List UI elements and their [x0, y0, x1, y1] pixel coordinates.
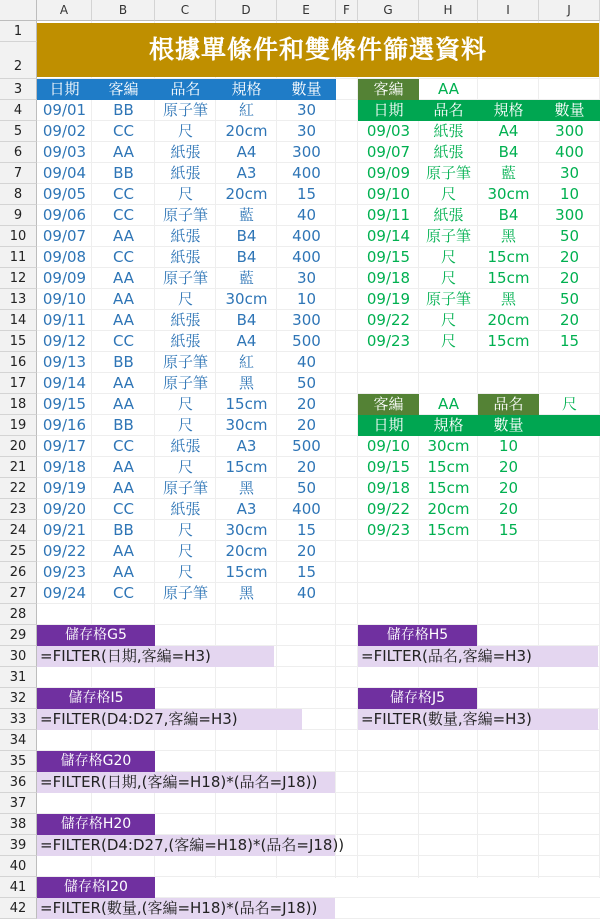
main-table-cell[interactable]: CC: [113, 122, 134, 140]
main-table-cell[interactable]: 15: [296, 563, 317, 581]
row-header-26[interactable]: 26: [0, 562, 37, 583]
row-header-15[interactable]: 15: [0, 331, 37, 352]
filter2-result-cell[interactable]: 30cm: [427, 437, 470, 455]
main-table-cell[interactable]: 400: [292, 248, 321, 266]
row-header-4[interactable]: 4: [0, 100, 37, 121]
filter2-criteria1-value[interactable]: AA: [438, 395, 459, 413]
row-header-23[interactable]: 23: [0, 499, 37, 520]
main-table-cell[interactable]: BB: [113, 353, 134, 371]
main-table-cell[interactable]: BB: [113, 164, 134, 182]
filter1-result-cell[interactable]: 尺: [440, 332, 456, 350]
main-table-cell[interactable]: 15: [296, 521, 317, 539]
main-table-cell[interactable]: 09/11: [42, 311, 87, 329]
main-table-cell[interactable]: A4: [236, 332, 257, 350]
filter1-result-cell[interactable]: 09/07: [366, 143, 411, 161]
filter2-criteria1-label[interactable]: 客編: [358, 394, 419, 415]
filter1-result-cell[interactable]: 09/03: [366, 122, 411, 140]
filter1-header[interactable]: 規格: [478, 100, 539, 121]
main-table-cell[interactable]: AA: [113, 542, 134, 560]
filter1-result-cell[interactable]: 原子筆: [425, 290, 471, 308]
main-table-cell[interactable]: 原子筆: [162, 374, 208, 392]
row-header-3[interactable]: 3: [0, 79, 37, 100]
main-table-cell[interactable]: AA: [113, 395, 134, 413]
filter1-result-cell[interactable]: 尺: [440, 311, 456, 329]
row-header-31[interactable]: 31: [0, 667, 37, 688]
main-table-cell[interactable]: 09/03: [42, 143, 87, 161]
formula-text-g20[interactable]: =FILTER(日期,(客編=H18)*(品名=J18)): [37, 772, 335, 793]
row-header-1[interactable]: 1: [0, 21, 37, 42]
filter2-header[interactable]: 日期: [358, 415, 419, 436]
column-header-j[interactable]: J: [539, 0, 600, 21]
row-header-33[interactable]: 33: [0, 709, 37, 730]
main-table-cell[interactable]: 20cm: [225, 122, 268, 140]
main-table-cell[interactable]: 09/17: [42, 437, 87, 455]
column-header-g[interactable]: G: [358, 0, 419, 21]
sheet-title-banner: 根據單條件和雙條件篩選資料: [37, 23, 599, 77]
main-table-cell[interactable]: 09/06: [42, 206, 87, 224]
filter1-header[interactable]: 數量: [539, 100, 600, 121]
main-table-cell[interactable]: 尺: [177, 290, 193, 308]
filter1-result-cell[interactable]: 09/10: [366, 185, 411, 203]
filter1-result-cell[interactable]: 15: [559, 332, 580, 350]
filter1-result-cell[interactable]: 15cm: [487, 248, 530, 266]
main-table-cell[interactable]: 原子筆: [162, 479, 208, 497]
filter1-result-cell[interactable]: 09/23: [366, 332, 411, 350]
row-header-21[interactable]: 21: [0, 457, 37, 478]
main-table-cell[interactable]: 20cm: [225, 185, 268, 203]
formula-cell-label-i20: 儲存格I20: [37, 877, 155, 898]
main-table-cell[interactable]: 尺: [177, 563, 193, 581]
main-table-cell[interactable]: 20: [296, 542, 317, 560]
main-table-cell[interactable]: 30: [296, 269, 317, 287]
main-table-cell[interactable]: 紙張: [170, 143, 201, 161]
main-table-cell[interactable]: 藍: [238, 269, 254, 287]
row-header-39[interactable]: 39: [0, 835, 37, 856]
formula-text-j5[interactable]: =FILTER(數量,客編=H3): [358, 709, 598, 730]
filter1-result-cell[interactable]: 紙張: [433, 122, 464, 140]
main-table-cell[interactable]: 30cm: [225, 416, 268, 434]
row-header-8[interactable]: 8: [0, 184, 37, 205]
row-header-38[interactable]: 38: [0, 814, 37, 835]
filter1-result-cell[interactable]: 20: [559, 311, 580, 329]
filter1-result-cell[interactable]: B4: [498, 143, 519, 161]
main-table-cell[interactable]: 500: [292, 332, 321, 350]
main-table-cell[interactable]: 09/01: [42, 101, 87, 119]
filter1-result-cell[interactable]: B4: [498, 206, 519, 224]
main-table-header[interactable]: 規格: [216, 79, 277, 100]
main-table-cell[interactable]: 09/04: [42, 164, 87, 182]
main-table-cell[interactable]: 09/20: [42, 500, 87, 518]
filter1-result-cell[interactable]: 09/18: [366, 269, 411, 287]
main-table-cell[interactable]: 09/21: [42, 521, 87, 539]
formula-cell-label-i5: 儲存格I5: [37, 688, 155, 709]
filter2-criteria2-label[interactable]: 品名: [478, 394, 539, 415]
column-header-h[interactable]: H: [419, 0, 478, 21]
row-header-22[interactable]: 22: [0, 478, 37, 499]
filter1-result-cell[interactable]: 20: [559, 269, 580, 287]
main-table-cell[interactable]: 09/02: [42, 122, 87, 140]
main-table-cell[interactable]: 原子筆: [162, 269, 208, 287]
main-table-cell[interactable]: 09/15: [42, 395, 87, 413]
main-table-cell[interactable]: 50: [296, 479, 317, 497]
filter1-result-cell[interactable]: 400: [555, 143, 584, 161]
main-table-cell[interactable]: 20: [296, 395, 317, 413]
main-table-cell[interactable]: 尺: [177, 395, 193, 413]
main-table-cell[interactable]: CC: [113, 185, 134, 203]
filter2-result-cell[interactable]: 15cm: [427, 458, 470, 476]
main-table-cell[interactable]: 黑: [238, 374, 254, 392]
formula-text-h5[interactable]: =FILTER(品名,客編=H3): [358, 646, 598, 667]
filter1-result-cell[interactable]: 09/22: [366, 311, 411, 329]
row-header-35[interactable]: 35: [0, 751, 37, 772]
main-table-cell[interactable]: 09/08: [42, 248, 87, 266]
filter1-result-cell[interactable]: 尺: [440, 269, 456, 287]
main-table-cell[interactable]: 紙張: [170, 311, 201, 329]
main-table-cell[interactable]: AA: [113, 311, 134, 329]
main-table-cell[interactable]: 15cm: [225, 458, 268, 476]
formula-cell-label-g5: 儲存格G5: [37, 625, 155, 646]
main-table-cell[interactable]: 30cm: [225, 290, 268, 308]
formula-cell-label-g20: 儲存格G20: [37, 751, 155, 772]
filter1-result-cell[interactable]: 15cm: [487, 269, 530, 287]
formula-cell-label-h20: 儲存格H20: [37, 814, 155, 835]
filter1-result-cell[interactable]: 原子筆: [425, 227, 471, 245]
main-table-cell[interactable]: AA: [113, 269, 134, 287]
main-table-cell[interactable]: CC: [113, 332, 134, 350]
row-header-11[interactable]: 11: [0, 247, 37, 268]
main-table-cell[interactable]: AA: [113, 290, 134, 308]
filter1-result-cell[interactable]: 09/19: [366, 290, 411, 308]
filter1-result-cell[interactable]: 300: [555, 206, 584, 224]
main-table-cell[interactable]: B4: [236, 248, 257, 266]
main-table-cell[interactable]: 紅: [238, 353, 254, 371]
row-header-7[interactable]: 7: [0, 163, 37, 184]
filter2-result-cell[interactable]: 20: [498, 479, 519, 497]
row-header-41[interactable]: 41: [0, 877, 37, 898]
main-table-cell[interactable]: 尺: [177, 185, 193, 203]
main-table-cell[interactable]: 尺: [177, 458, 193, 476]
select-all-corner[interactable]: [0, 0, 37, 21]
row-header-28[interactable]: 28: [0, 604, 37, 625]
main-table-cell[interactable]: AA: [113, 227, 134, 245]
main-table-cell[interactable]: A4: [236, 143, 257, 161]
main-table-cell[interactable]: 紙張: [170, 437, 201, 455]
filter2-result-cell[interactable]: 20: [498, 458, 519, 476]
filter1-header[interactable]: 品名: [419, 100, 478, 121]
column-header-a[interactable]: A: [37, 0, 92, 21]
main-table-cell[interactable]: 紙張: [170, 332, 201, 350]
main-table-cell[interactable]: 40: [296, 353, 317, 371]
main-table-cell[interactable]: BB: [113, 416, 134, 434]
filter2-criteria2-value[interactable]: 尺: [561, 395, 577, 413]
main-table-cell[interactable]: 09/24: [42, 584, 87, 602]
main-table-cell[interactable]: 20: [296, 458, 317, 476]
filter1-result-cell[interactable]: 原子筆: [425, 164, 471, 182]
row-header-17[interactable]: 17: [0, 373, 37, 394]
row-header-10[interactable]: 10: [0, 226, 37, 247]
main-table-cell[interactable]: 50: [296, 374, 317, 392]
main-table-cell[interactable]: A3: [236, 437, 257, 455]
main-table-header[interactable]: 數量: [277, 79, 336, 100]
main-table-cell[interactable]: CC: [113, 206, 134, 224]
formula-cell-label-j5: 儲存格J5: [358, 688, 477, 709]
main-table-header[interactable]: 客編: [92, 79, 155, 100]
main-table-cell[interactable]: 尺: [177, 521, 193, 539]
row-header-25[interactable]: 25: [0, 541, 37, 562]
row-header-16[interactable]: 16: [0, 352, 37, 373]
filter1-result-cell[interactable]: 紙張: [433, 143, 464, 161]
filter2-result-cell[interactable]: 09/22: [366, 500, 411, 518]
main-table-cell[interactable]: 原子筆: [162, 101, 208, 119]
formula-text-h20[interactable]: =FILTER(D4:D27,(客編=H18)*(品名=J18)): [37, 835, 335, 856]
main-table-cell[interactable]: 300: [292, 311, 321, 329]
main-table-cell[interactable]: 09/09: [42, 269, 87, 287]
main-table-cell[interactable]: AA: [113, 479, 134, 497]
filter1-result-cell[interactable]: 黑: [500, 290, 516, 308]
main-table-cell[interactable]: AA: [113, 563, 134, 581]
column-header-c[interactable]: C: [155, 0, 216, 21]
filter2-result-cell[interactable]: 10: [498, 437, 519, 455]
formula-text-i20[interactable]: =FILTER(數量,(客編=H18)*(品名=J18)): [37, 898, 335, 919]
main-table-cell[interactable]: 500: [292, 437, 321, 455]
filter1-result-cell[interactable]: 09/09: [366, 164, 411, 182]
row-header-42[interactable]: 42: [0, 898, 37, 919]
main-table-cell[interactable]: 400: [292, 500, 321, 518]
main-table-cell[interactable]: BB: [113, 101, 134, 119]
formula-text-i5[interactable]: =FILTER(D4:D27,客編=H3): [37, 709, 302, 730]
main-table-cell[interactable]: AA: [113, 458, 134, 476]
main-table-cell[interactable]: 40: [296, 584, 317, 602]
column-header-i[interactable]: I: [478, 0, 539, 21]
main-table-cell[interactable]: 15cm: [225, 395, 268, 413]
filter1-result-cell[interactable]: 20: [559, 248, 580, 266]
main-table-cell[interactable]: 紅: [238, 101, 254, 119]
filter1-result-cell[interactable]: 10: [559, 185, 580, 203]
main-table-cell[interactable]: BB: [113, 521, 134, 539]
main-table-cell[interactable]: 紙張: [170, 248, 201, 266]
main-table-cell[interactable]: 尺: [177, 542, 193, 560]
row-header-30[interactable]: 30: [0, 646, 37, 667]
filter2-result-cell[interactable]: 15cm: [427, 479, 470, 497]
row-header-14[interactable]: 14: [0, 310, 37, 331]
main-table-cell[interactable]: B4: [236, 227, 257, 245]
filter1-result-cell[interactable]: 50: [559, 290, 580, 308]
main-table-cell[interactable]: 尺: [177, 122, 193, 140]
main-table-cell[interactable]: 09/12: [42, 332, 87, 350]
row-header-2[interactable]: 2: [0, 42, 37, 79]
main-table-cell[interactable]: 紙張: [170, 500, 201, 518]
column-header-d[interactable]: D: [216, 0, 277, 21]
main-table-cell[interactable]: 400: [292, 227, 321, 245]
main-table-cell[interactable]: 原子筆: [162, 353, 208, 371]
filter2-result-cell[interactable]: 15: [498, 521, 519, 539]
filter1-result-cell[interactable]: 藍: [500, 164, 516, 182]
main-table-cell[interactable]: 紙張: [170, 164, 201, 182]
filter1-result-cell[interactable]: 300: [555, 122, 584, 140]
filter1-result-cell[interactable]: 紙張: [433, 206, 464, 224]
filter1-result-cell[interactable]: 黑: [500, 227, 516, 245]
main-table-header[interactable]: 品名: [155, 79, 216, 100]
filter2-result-cell[interactable]: 15cm: [427, 521, 470, 539]
main-table-cell[interactable]: 300: [292, 143, 321, 161]
row-header-9[interactable]: 9: [0, 205, 37, 226]
main-table-cell[interactable]: 黑: [238, 479, 254, 497]
row-header-5[interactable]: 5: [0, 121, 37, 142]
row-header-20[interactable]: 20: [0, 436, 37, 457]
row-header-37[interactable]: 37: [0, 793, 37, 814]
filter1-result-cell[interactable]: 30cm: [487, 185, 530, 203]
filter2-header[interactable]: 規格: [419, 415, 478, 436]
main-table-cell[interactable]: 紙張: [170, 227, 201, 245]
column-header-e[interactable]: E: [277, 0, 336, 21]
filter1-result-cell[interactable]: 尺: [440, 248, 456, 266]
filter1-result-cell[interactable]: 20cm: [487, 311, 530, 329]
filter1-result-cell[interactable]: 09/14: [366, 227, 411, 245]
main-table-header[interactable]: 日期: [37, 79, 92, 100]
main-table-cell[interactable]: 30: [296, 122, 317, 140]
main-table-cell[interactable]: 40: [296, 206, 317, 224]
main-table-cell[interactable]: 09/16: [42, 416, 87, 434]
row-header-13[interactable]: 13: [0, 289, 37, 310]
row-header-12[interactable]: 12: [0, 268, 37, 289]
main-table-cell[interactable]: CC: [113, 248, 134, 266]
main-table-cell[interactable]: 09/05: [42, 185, 87, 203]
formula-cell-label-h5: 儲存格H5: [358, 625, 477, 646]
row-header-19[interactable]: 19: [0, 415, 37, 436]
filter1-result-cell[interactable]: 尺: [440, 185, 456, 203]
main-table-cell[interactable]: AA: [113, 374, 134, 392]
row-header-34[interactable]: 34: [0, 730, 37, 751]
main-table-cell[interactable]: 09/23: [42, 563, 87, 581]
filter1-result-cell[interactable]: 30: [559, 164, 580, 182]
main-table-cell[interactable]: 09/14: [42, 374, 87, 392]
main-table-cell[interactable]: 尺: [177, 416, 193, 434]
row-header-32[interactable]: 32: [0, 688, 37, 709]
main-table-cell[interactable]: 09/19: [42, 479, 87, 497]
main-table-cell[interactable]: 09/07: [42, 227, 87, 245]
filter1-result-cell[interactable]: 15cm: [487, 332, 530, 350]
main-table-cell[interactable]: CC: [113, 437, 134, 455]
row-header-40[interactable]: 40: [0, 856, 37, 877]
main-table-cell[interactable]: A3: [236, 500, 257, 518]
filter1-criteria-value[interactable]: AA: [438, 80, 459, 98]
main-table-cell[interactable]: AA: [113, 143, 134, 161]
main-table-cell[interactable]: 10: [296, 290, 317, 308]
column-header-f[interactable]: F: [336, 0, 358, 21]
row-header-18[interactable]: 18: [0, 394, 37, 415]
filter1-result-cell[interactable]: 50: [559, 227, 580, 245]
main-table-cell[interactable]: B4: [236, 311, 257, 329]
formula-text-g5[interactable]: =FILTER(日期,客編=H3): [37, 646, 274, 667]
main-table-cell[interactable]: 30cm: [225, 521, 268, 539]
row-header-36[interactable]: 36: [0, 772, 37, 793]
filter2-result-cell[interactable]: 20cm: [427, 500, 470, 518]
column-header-b[interactable]: B: [92, 0, 155, 21]
main-table-cell[interactable]: 15: [296, 185, 317, 203]
row-header-27[interactable]: 27: [0, 583, 37, 604]
filter2-result-cell[interactable]: 09/23: [366, 521, 411, 539]
main-table-cell[interactable]: 400: [292, 164, 321, 182]
row-header-6[interactable]: 6: [0, 142, 37, 163]
main-table-cell[interactable]: 30: [296, 101, 317, 119]
main-table-cell[interactable]: 藍: [238, 206, 254, 224]
filter1-result-cell[interactable]: 09/11: [366, 206, 411, 224]
filter1-result-cell[interactable]: 09/15: [366, 248, 411, 266]
main-table-cell[interactable]: 20: [296, 416, 317, 434]
main-table-cell[interactable]: 09/18: [42, 458, 87, 476]
filter2-result-cell[interactable]: 20: [498, 500, 519, 518]
main-table-cell[interactable]: 20cm: [225, 542, 268, 560]
row-header-29[interactable]: 29: [0, 625, 37, 646]
main-table-cell[interactable]: A3: [236, 164, 257, 182]
filter2-result-cell[interactable]: 09/18: [366, 479, 411, 497]
filter2-header[interactable]: 數量: [478, 415, 539, 436]
filter1-header[interactable]: 日期: [358, 100, 419, 121]
main-table-cell[interactable]: 09/10: [42, 290, 87, 308]
filter2-result-cell[interactable]: 09/15: [366, 458, 411, 476]
main-table-cell[interactable]: 原子筆: [162, 584, 208, 602]
main-table-cell[interactable]: 09/22: [42, 542, 87, 560]
filter2-result-cell[interactable]: 09/10: [366, 437, 411, 455]
main-table-cell[interactable]: 09/13: [42, 353, 87, 371]
main-table-cell[interactable]: 黑: [238, 584, 254, 602]
main-table-cell[interactable]: 15cm: [225, 563, 268, 581]
main-table-cell[interactable]: CC: [113, 500, 134, 518]
filter1-criteria-label[interactable]: 客編: [358, 79, 419, 100]
row-header-24[interactable]: 24: [0, 520, 37, 541]
main-table-cell[interactable]: 原子筆: [162, 206, 208, 224]
filter1-result-cell[interactable]: A4: [498, 122, 519, 140]
main-table-cell[interactable]: CC: [113, 584, 134, 602]
